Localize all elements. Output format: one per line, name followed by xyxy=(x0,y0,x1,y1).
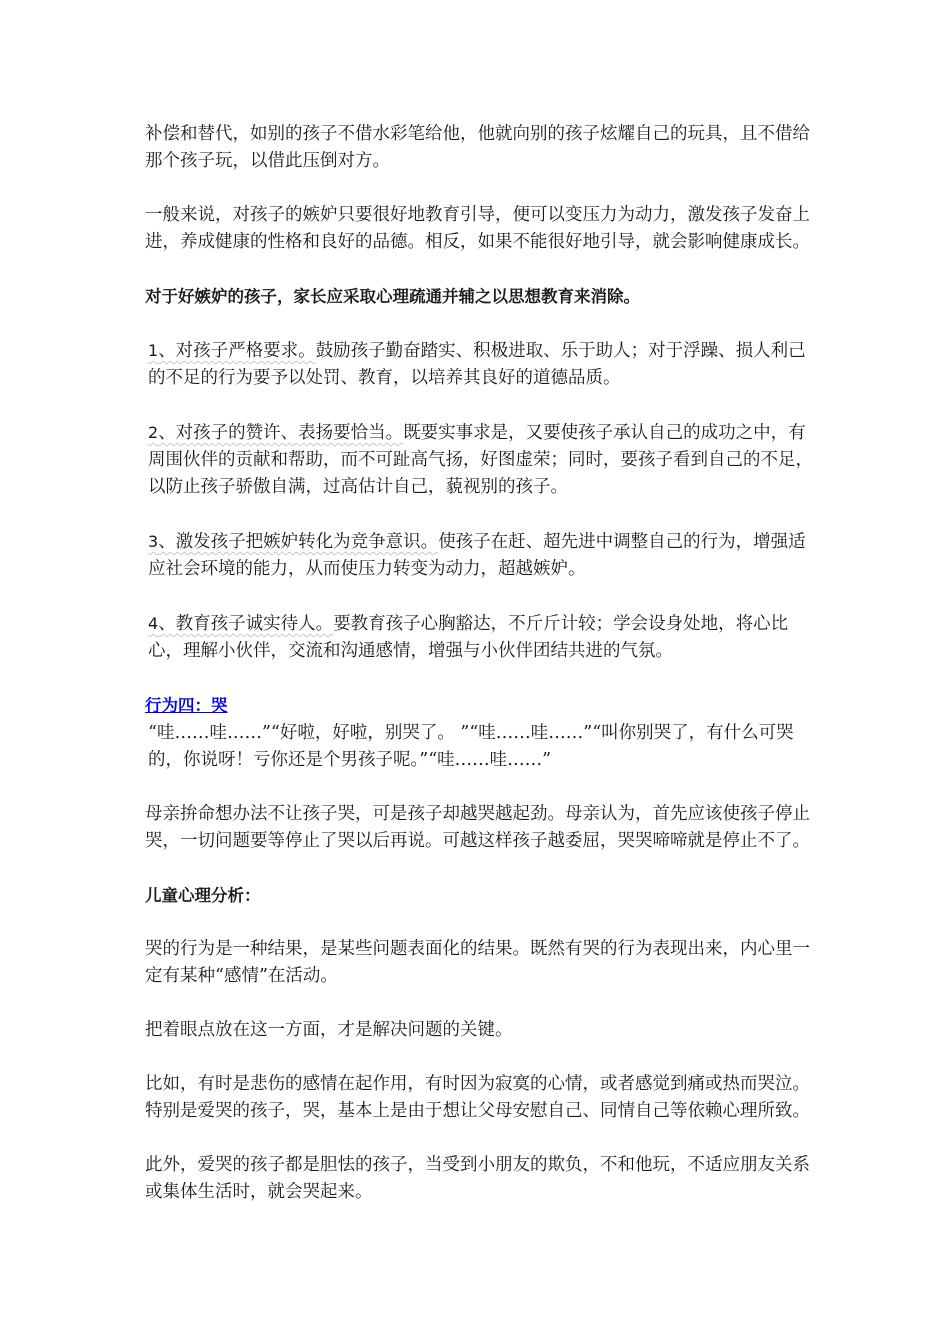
paragraph-mother: 母亲拚命想办法不让孩子哭，可是孩子却越哭越起劲。母亲认为，首先应该使孩子停止哭，一切问题要等停止了哭以后再说。可越这样孩子越委屈，哭哭啼啼就是停止不了。 xyxy=(145,804,810,851)
list-item-1-number: 1 xyxy=(148,341,159,360)
list-item-2-body: 既要实事求是，又要使孩子承认自己的成功之中，有周围伙伴的贡献和帮助，而不可趾高气扬，好图虚荣；同时，要孩子看到自己的不足，以防止孩子骄傲自满，过高估计自己，藐视别的孩子。 xyxy=(148,423,813,497)
list-item-3-body: 使孩子在赶、超先进中调整自己的行为，增强适应社会环境的能力，从而使压力转变为动力，超越嫉妒。 xyxy=(148,532,806,579)
heading-advice: 对于好嫉妒的孩子，家长应采取心理疏通并辅之以思想教育来消除。 xyxy=(145,287,640,306)
list-item-3-number: 3 xyxy=(148,532,159,551)
list-item-2 xyxy=(145,419,815,501)
paragraph-key-point: 把着眼点放在这一方面，才是解决问题的关键。 xyxy=(145,1020,513,1040)
document-body xyxy=(145,121,815,1206)
paragraph-crying-result: 哭的行为是一种结果，是某些问题表面化的结果。既然有哭的行为表现出来，内心里一定有某种“感情”在活动。 xyxy=(145,939,810,986)
list-item-4-number: 4 xyxy=(148,614,159,633)
list-item-2-number: 2 xyxy=(148,423,159,442)
section-link-crying[interactable]: 行为四：哭 xyxy=(145,696,228,715)
paragraph-dialogue: “哇……哇……”“好啦，好啦，别哭了。 ”“哇……哇……”“叫你别哭了，有什么可哭的，你说呀！亏你还是个男孩子呢。”“哇……哇……” xyxy=(148,723,794,770)
list-item-4-heading xyxy=(148,614,333,634)
list-item-1 xyxy=(145,337,815,392)
heading-analysis: 儿童心理分析： xyxy=(145,886,261,905)
paragraph-example: 比如，有时是悲伤的感情在起作用，有时因为寂寞的心情，或者感觉到痛或热而哭泣。特别是爱哭的孩子，哭，基本上是由于想让父母安慰自己、同情自己等依赖心理所致。 xyxy=(145,1074,810,1121)
list-item-1-body: 鼓励孩子勤奋踏实、积极进取、乐于助人；对于浮躁、损人利己的不足的行为要予以处罚、教育，以培养其良好的道德品质。 xyxy=(148,341,806,388)
list-item-4-title: 、教育孩子诚实待人。 xyxy=(158,614,334,634)
paragraph-general: 一般来说，对孩子的嫉妒只要很好地教育引导，便可以变压力为动力，激发孩子发奋上进，养成健康的性格和良好的品德。相反，如果不能很好地引导，就会影响健康成长。 xyxy=(145,205,810,252)
list-item-3 xyxy=(145,528,815,583)
list-item-4-body: 要教育孩子心胸豁达，不斤斤计较；学会设身处地，将心比心，理解小伙伴，交流和沟通感情，增强与小伙伴团结共进的气氛。 xyxy=(148,614,789,661)
list-item-2-title: 、对孩子的赞许、表扬要恰当。 xyxy=(158,423,404,443)
paragraph-timid: 此外，爱哭的孩子都是胆怯的孩子，当受到小朋友的欺负，不和他玩，不适应朋友关系或集体生活时，就会哭起来。 xyxy=(145,1155,810,1202)
list-item-4 xyxy=(145,610,815,665)
list-item-1-heading xyxy=(148,341,316,361)
list-item-1-title: 、对孩子严格要求。 xyxy=(158,341,316,361)
list-item-3-title: 、激发孩子把嫉妒转化为竞争意识。 xyxy=(158,532,439,552)
list-item-3-heading xyxy=(148,532,438,552)
paragraph-compensation: 补偿和替代，如别的孩子不借水彩笔给他，他就向别的孩子炫耀自己的玩具，且不借给那个孩子玩，以借此压倒对方。 xyxy=(145,124,810,171)
list-item-2-heading xyxy=(148,423,403,443)
section-link-paragraph xyxy=(145,692,815,720)
